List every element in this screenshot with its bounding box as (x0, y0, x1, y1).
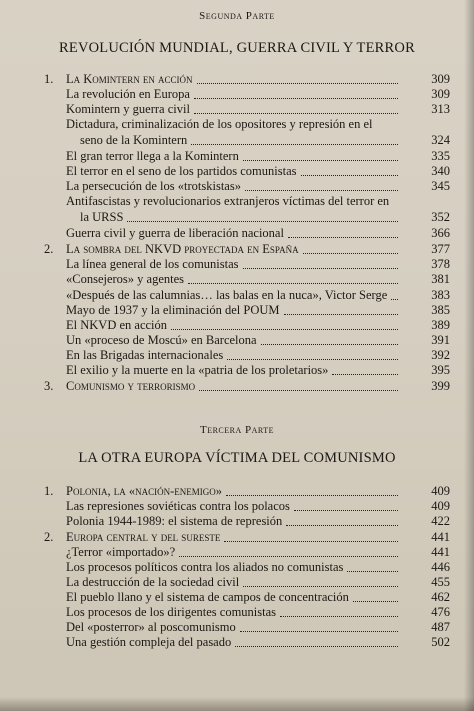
toc-entry (44, 379, 196, 394)
page-edge-shadow (464, 0, 474, 711)
toc-entry-title: La revolución en Europa (66, 87, 190, 101)
toc-entry-title: Europa central y del sureste (66, 530, 221, 544)
toc-page-number: 345 (431, 179, 450, 193)
toc-entry-title: Una gestión compleja del pasado (66, 635, 232, 649)
toc-entry-title: Del «posterror» al poscomunismo (66, 620, 236, 634)
toc-leader-dots (191, 144, 398, 145)
toc-leader-dots (194, 113, 398, 114)
toc-entry-title: ¿Terror «importado»? (66, 545, 176, 559)
toc-page-number: 340 (431, 164, 450, 178)
toc-page-number: 409 (431, 484, 450, 498)
toc-entry (66, 620, 236, 635)
toc-entry-title: Komintern y guerra civil (66, 102, 190, 116)
part2-title: REVOLUCIÓN MUNDIAL, GUERRA CIVIL Y TERROR (59, 40, 415, 56)
toc-entry-number: 1. (44, 72, 54, 86)
page-bottom-shadow (0, 697, 474, 711)
toc-leader-dots (194, 98, 398, 99)
toc-entry-title: «Consejeros» y agentes (66, 272, 185, 286)
toc-leader-dots (240, 631, 398, 632)
toc-entry-number: 1. (44, 484, 54, 498)
toc-page-number: 476 (431, 605, 450, 619)
toc-entry-title: La persecución de los «trotskistas» (66, 179, 241, 193)
toc-entry-title: El pueblo llano y el sistema de campos de concentración (66, 590, 349, 604)
toc-entry-title: El NKVD en acción (66, 318, 168, 332)
toc-entry-title: Las represiones soviéticas contra los polacos (66, 499, 290, 513)
toc-leader-dots (243, 586, 398, 587)
toc-entry (66, 635, 231, 650)
toc-entry (66, 499, 290, 514)
toc-page-number: 309 (431, 87, 450, 101)
toc-entry-title: La destrucción de la sociedad civil (66, 575, 240, 589)
toc-entry-title: Los procesos políticos contra los aliados no comunistas (66, 560, 344, 574)
toc-leader-dots (301, 175, 399, 176)
toc-entry (44, 72, 193, 87)
toc-entry-title: El terror en el seno de los partidos comunistas (66, 164, 297, 178)
part3-title: LA OTRA EUROPA VÍCTIMA DEL COMUNISMO (78, 450, 396, 466)
toc-leader-dots (179, 556, 398, 557)
toc-entry (66, 272, 184, 287)
toc-leader-dots (199, 390, 398, 391)
toc-page-number: 352 (431, 210, 450, 224)
toc-entry (66, 288, 387, 303)
toc-entry-number: 2. (44, 530, 54, 544)
toc-entry-title: Guerra civil y guerra de liberación nacional (66, 226, 284, 240)
toc-leader-dots (294, 510, 398, 511)
part3-label: Tercera Parte (199, 424, 275, 436)
toc-leader-dots (224, 541, 398, 542)
toc-page-number: 383 (431, 288, 450, 302)
toc-entry-title: «Después de las calumnias… las balas en la nuca», Victor Serge (66, 288, 388, 302)
toc-page-number: 381 (431, 272, 450, 286)
toc-page-number: 391 (431, 333, 450, 347)
toc-entry-title: Mayo de 1937 y la eliminación del POUM (66, 303, 280, 317)
toc-page-number: 446 (431, 560, 450, 574)
toc-page-number: 392 (431, 348, 450, 362)
toc-leader-dots (280, 616, 398, 617)
toc-entry (66, 333, 257, 348)
toc-entry-title: Dictadura, criminalización de los opositores y represión en el (66, 117, 373, 131)
toc-entry (44, 530, 221, 545)
toc-leader-dots (235, 646, 398, 647)
part2-label: Segunda Parte (199, 10, 275, 22)
toc-entry-title-continued: seno de la Komintern (80, 133, 188, 147)
toc-entry (44, 484, 222, 499)
toc-entry (66, 545, 175, 560)
toc-page-number: 399 (431, 379, 450, 393)
toc-entry (66, 590, 349, 605)
toc-leader-dots (288, 237, 398, 238)
toc-leader-dots (188, 283, 398, 284)
toc-entry-title: Polonia, la «nación-enemigo» (66, 484, 222, 498)
toc-page-number: 455 (431, 575, 450, 589)
toc-entry-title: Polonia 1944-1989: el sistema de represión (66, 514, 283, 528)
toc-leader-dots (197, 83, 398, 84)
toc-entry-continuation (80, 133, 187, 148)
toc-entry (66, 117, 373, 132)
toc-entry (66, 194, 389, 209)
toc-page-number: 441 (431, 545, 450, 559)
toc-entry (66, 575, 239, 590)
toc-page-number: 335 (431, 149, 450, 163)
toc-page-number: 395 (431, 363, 450, 377)
toc-entry (44, 242, 299, 257)
toc-entry-title-continued: la URSS (80, 210, 124, 224)
toc-entry-title: El gran terror llega a la Komintern (66, 149, 239, 163)
toc-leader-dots (226, 495, 398, 496)
toc-entry-title: La Komintern en acción (66, 72, 193, 86)
toc-entry-continuation (80, 210, 123, 225)
toc-entry (66, 318, 167, 333)
toc-leader-dots (347, 571, 398, 572)
toc-entry-title: Un «proceso de Moscú» en Barcelona (66, 333, 257, 347)
toc-leader-dots (245, 190, 398, 191)
toc-page-number: 409 (431, 499, 450, 513)
toc-entry (66, 257, 239, 272)
toc-leader-dots (227, 359, 398, 360)
toc-page-number: 378 (431, 257, 450, 271)
toc-entry (66, 102, 190, 117)
toc-page-number: 487 (431, 620, 450, 634)
toc-entry-title: Los procesos de los dirigentes comunistas (66, 605, 277, 619)
toc-page-number: 324 (431, 133, 450, 147)
toc-leader-dots (303, 253, 398, 254)
toc-page-number: 389 (431, 318, 450, 332)
toc-leader-dots (332, 374, 398, 375)
toc-entry-title: En las Brigadas internacionales (66, 348, 224, 362)
toc-entry (66, 560, 343, 575)
toc-entry-number: 2. (44, 242, 54, 256)
toc-entry (66, 164, 297, 179)
toc-page-number: 309 (431, 72, 450, 86)
toc-page-number: 385 (431, 303, 450, 317)
toc-entry (66, 87, 190, 102)
toc-page-number: 377 (431, 242, 450, 256)
toc-leader-dots (243, 268, 398, 269)
toc-entry-title: Antifascistas y revolucionarios extranjeros víctimas del terror en (66, 194, 390, 208)
toc-page-number: 462 (431, 590, 450, 604)
toc-page-number: 441 (431, 530, 450, 544)
toc-leader-dots (353, 601, 398, 602)
toc-entry (66, 149, 239, 164)
toc-entry-title: Comunismo y terrorismo (66, 379, 196, 393)
toc-leader-dots (127, 221, 398, 222)
toc-entry-number: 3. (44, 379, 54, 393)
toc-entry (66, 303, 280, 318)
toc-entry-title: El exilio y la muerte en la «patria de los proletarios» (66, 363, 329, 377)
toc-leader-dots (171, 329, 398, 330)
toc-leader-dots (284, 314, 398, 315)
toc-leader-dots (391, 299, 398, 300)
toc-entry (66, 179, 241, 194)
toc-entry (66, 348, 223, 363)
toc-page-number: 366 (431, 226, 450, 240)
toc-page-number: 502 (431, 635, 450, 649)
toc-entry-title: La línea general de los comunistas (66, 257, 239, 271)
toc-leader-dots (243, 160, 398, 161)
toc-entry (66, 514, 282, 529)
toc-entry (66, 363, 328, 378)
toc-page-number: 313 (431, 102, 450, 116)
toc-page-number: 422 (431, 514, 450, 528)
toc-entry (66, 605, 276, 620)
toc-entry-title: La sombra del NKVD proyectada en España (66, 242, 299, 256)
toc-leader-dots (261, 344, 398, 345)
toc-leader-dots (286, 525, 398, 526)
toc-entry (66, 226, 284, 241)
